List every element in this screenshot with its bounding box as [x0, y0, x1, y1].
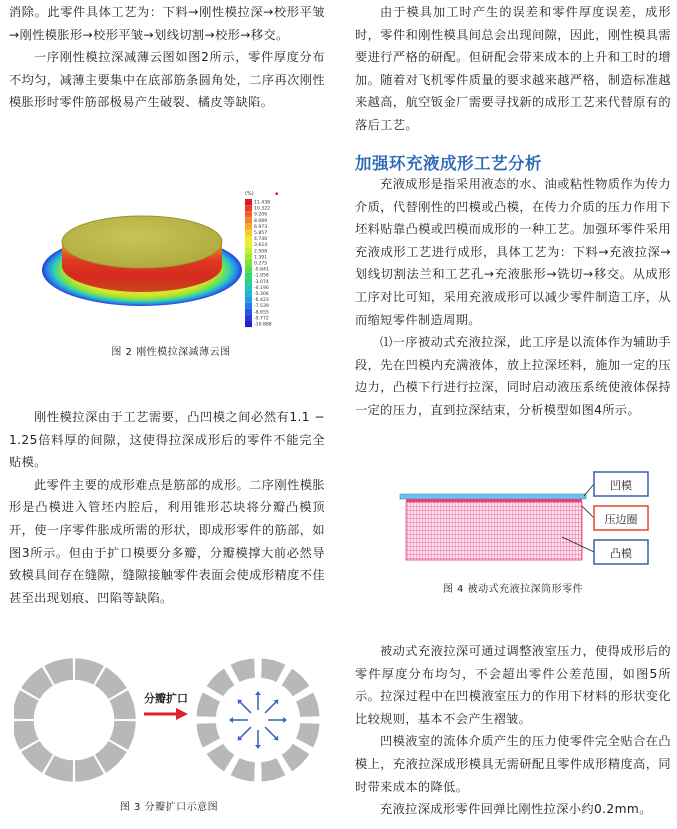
- legend-swatch: [245, 303, 252, 309]
- left-paragraph-1: 消除。此零件具体工艺为：下料→刚性模拉深→校形平皱→刚性模胀形→校形平皱→划线切割→校形→移交。: [9, 5, 325, 42]
- figure-4-hydroforming-model: [362, 462, 662, 574]
- legend-swatch: [245, 248, 252, 254]
- ring-segment: [196, 692, 220, 717]
- legend-unit: (%): [245, 191, 254, 197]
- legend-swatch: [245, 284, 252, 290]
- blue-arrow-head: [255, 691, 261, 695]
- right-paragraph-6: 充液拉深成形零件回弹比刚性拉深小约0.2mm。: [380, 802, 652, 817]
- left-paragraph-2: 一序刚性模拉深减薄云图如图2所示，零件厚度分布不均匀，减薄主要集中在底部筋条圆角处，二序再次刚性模胀形时零件筋部极易产生破裂、橘皮等缺陷。: [9, 50, 325, 110]
- ring-segment: [296, 692, 320, 717]
- legend-swatch: [245, 254, 252, 260]
- legend-value: 11.438: [254, 200, 271, 206]
- blue-arrow: [265, 702, 276, 713]
- figure-3-label: 分瓣扩口: [144, 692, 188, 705]
- right-paragraph-5: 凹模液室的流体介质产生的压力使零件完全贴合在凸模上，充液拉深成形模具无需研配且零件成形精度高，同时带来成本的降低。: [355, 734, 671, 794]
- ring-segment: [261, 658, 286, 682]
- label-punch: 凸模: [610, 547, 632, 560]
- legend-value: 0.275: [254, 261, 268, 267]
- legend-swatch: [245, 297, 252, 303]
- legend-swatch: [245, 272, 252, 278]
- legend-value: -3.074: [254, 279, 269, 285]
- ring-segment: [230, 758, 255, 782]
- die-plate: [400, 494, 586, 499]
- ring-expanded: [196, 658, 320, 782]
- blue-arrow-head: [255, 745, 261, 749]
- red-arrow-head: [176, 708, 188, 720]
- cylinder-top: [62, 216, 222, 268]
- section-heading: 加强环充液成形工艺分析: [355, 154, 542, 173]
- legend-swatch: [245, 278, 252, 284]
- legend-value: -9.772: [254, 316, 269, 322]
- blue-arrow-head: [283, 717, 287, 723]
- ring-segment: [281, 668, 309, 696]
- legend-swatch: [245, 291, 252, 297]
- right-column: [355, 1, 671, 137]
- left-column: [9, 1, 325, 114]
- legend-swatch: [245, 236, 252, 242]
- legend-value: -1.958: [254, 273, 269, 279]
- label-die: 凹模: [610, 479, 632, 492]
- figure-2-caption: 图 2 刚性模拉深减薄云图: [111, 347, 231, 358]
- legend-value: -10.888: [254, 322, 272, 328]
- legend-marker: ▪: [275, 191, 279, 197]
- legend-value: 10.322: [254, 206, 271, 212]
- legend-value: -5.306: [254, 292, 269, 297]
- punch-mesh: [406, 502, 582, 560]
- legend-swatch: [245, 211, 252, 217]
- ring-segment: [261, 758, 286, 782]
- figure-3-split-expansion-diagram: [14, 650, 324, 790]
- legend-value: 3.624: [254, 243, 268, 249]
- left-paragraph-4: 此零件主要的成形难点是筋部的成形。二序刚性模胀形是凸模进入管坯内腔后，利用锥形芯块将分瓣凸模顶开，使一序零件胀成所需的形状，即成形零件的筋部，如图3所示。但由于扩口模要分多瓣，分瓣模撑大前必然导致模具间存在缝隙，缝隙接触零件表面会使成形精度不佳甚至出现划痕、凹陷等缺陷。: [9, 477, 325, 605]
- legend-swatch: [245, 242, 252, 248]
- blue-arrow: [240, 727, 251, 738]
- legend-value: -0.841: [254, 267, 269, 273]
- ring-segment: [196, 723, 220, 748]
- legend-swatch: [245, 205, 252, 211]
- legend-swatch: [245, 266, 252, 272]
- legend-value: 4.740: [254, 237, 268, 243]
- ring-segment: [296, 723, 320, 748]
- blue-arrow-head: [229, 717, 233, 723]
- legend-value: -6.423: [254, 298, 269, 304]
- leader-die: [584, 484, 594, 496]
- blue-arrow: [265, 727, 276, 738]
- left-column-lower: [9, 406, 325, 609]
- right-paragraph-3: ⑴一序被动式充液拉深，此工序是以流体作为辅助手段，先在凹模内充满液体，放上拉深坯料，施加一定的压边力，凸模下行进行拉深，同时启动液压系统使液体保持一定的压力，直到拉深结束，分析模型如图4所示。: [355, 335, 671, 417]
- legend-swatch: [245, 217, 252, 223]
- figure-3-caption: 图 3 分瓣扩口示意图: [119, 802, 219, 813]
- legend-swatch: [245, 223, 252, 229]
- figure-2-thinning-cloud-map: [40, 186, 302, 334]
- legend-swatch: [245, 321, 252, 327]
- leader-holder: [582, 506, 594, 518]
- right-paragraph-2: 充液成形是指采用液态的水、油或粘性物质作为传力介质，代替刚性的凹模或凸模，在传力介质的压力作用下坯料贴靠凸模或凹模而成形的一种工艺。加强环零件采用充液成形工艺进行成形，具体工艺为：下料→充液拉深→划线切割法兰和工艺孔→充液胀形→铣切→移交。从成形工序对比可知，采用充液成形可以减少零件制造工序，从而缩短零件制造周期。: [355, 177, 671, 327]
- legend-swatch: [245, 230, 252, 236]
- right-paragraph-1: 由于模具加工时产生的误差和零件厚度误差，成形时，零件和刚性模具间总会出现间隙，因此，刚性模具需要进行严格的研配。但研配会带来成本的上升和工时的增加。随着对飞机零件质量的要求越来越严格，制造标准越来越高，航空钣金厂需要寻找新的成形工艺来代替原有的落后工艺。: [355, 5, 671, 132]
- legend-swatch: [245, 199, 252, 205]
- ring-segment: [206, 743, 234, 771]
- blue-arrow: [240, 702, 251, 713]
- legend-value: 9.206: [254, 212, 268, 218]
- left-paragraph-3: 刚性模拉深由于工艺需要，凸凹模之间必然有1.1 − 1.25倍料厚的间隙，这使得拉深成形后的零件不能完全贴模。: [9, 410, 325, 470]
- ring-segment: [281, 743, 309, 771]
- legend-value: 8.089: [254, 218, 268, 224]
- right-column-mid: [355, 173, 671, 422]
- legend-value: 5.857: [254, 231, 268, 236]
- blank-sheet: [406, 499, 582, 502]
- right-paragraph-4: 被动式充液拉深可通过调整液室压力，使得成形后的零件厚度分布均匀，不会超出零件公差范围，如图5所示。拉深过程中在凹模液室压力的作用下材料的形状变化比较规则，基本不会产生褶皱。: [355, 644, 671, 726]
- legend-value: -4.190: [254, 285, 269, 291]
- ring-segment: [230, 658, 255, 682]
- legend-swatch: [245, 309, 252, 315]
- label-holder: 压边圈: [604, 513, 638, 526]
- legend-value: -8.655: [254, 310, 269, 316]
- ring-closed: [14, 658, 136, 782]
- right-column-lower: [355, 640, 671, 821]
- legend-value: 2.508: [254, 249, 268, 255]
- legend-swatch: [245, 260, 252, 266]
- figure-4-caption: 图 4 被动式充液拉深筒形零件: [442, 584, 584, 595]
- legend-value: 1.391: [254, 255, 268, 261]
- legend: [245, 191, 278, 328]
- ring-segment: [206, 668, 234, 696]
- expansion-arrows: [229, 691, 287, 749]
- legend-value: -7.539: [254, 304, 269, 310]
- legend-swatch: [245, 315, 252, 321]
- legend-value: 6.973: [254, 224, 268, 230]
